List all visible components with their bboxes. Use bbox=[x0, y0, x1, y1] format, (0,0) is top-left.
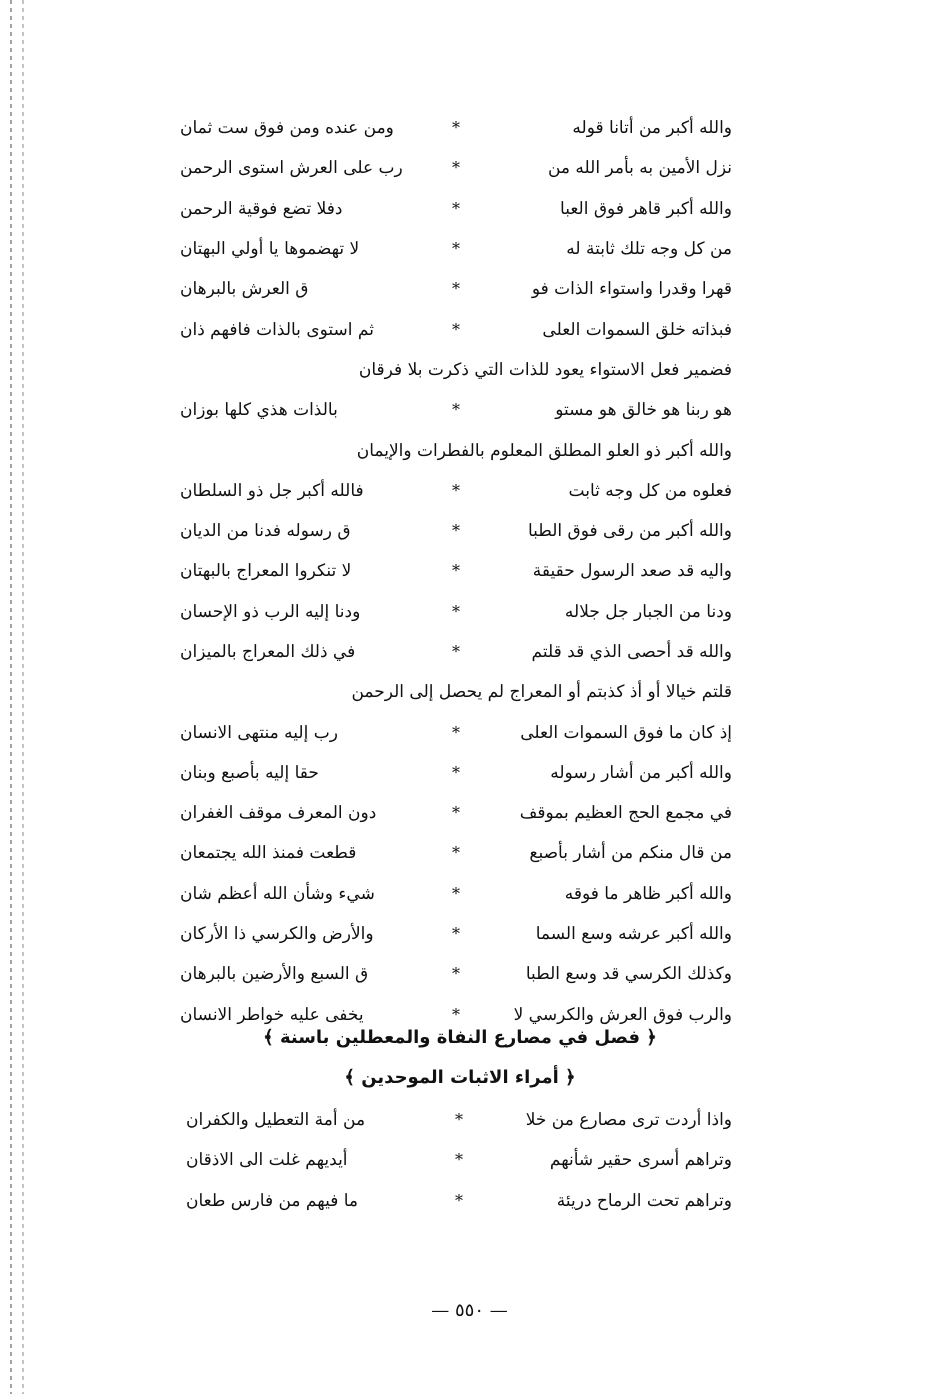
page-number: — ٥٥٠ — bbox=[431, 1300, 508, 1321]
verse-first-hemistich: واذا أردت ترى مصارع من خلا bbox=[525, 1110, 732, 1131]
verse-second-hemistich: ثم استوى بالذات فافهم ذان bbox=[180, 319, 374, 340]
verse-first-hemistich: فضمير فعل الاستواء يعود للذات التي ذكرت بلا فرقان bbox=[358, 359, 732, 380]
verse-line bbox=[180, 269, 732, 309]
verse-second-hemistich: ما فيهم من فارس طعان bbox=[186, 1190, 359, 1211]
verse-separator: * bbox=[452, 722, 460, 742]
verse-line bbox=[180, 309, 732, 349]
verse-second-hemistich: قطعت فمنذ الله يجتمعان bbox=[180, 843, 357, 864]
verse-second-hemistich: دفلا تضع فوقية الرحمن bbox=[180, 198, 343, 219]
verse-first-hemistich: والله أكبر من رقى فوق الطبا bbox=[527, 521, 732, 542]
verse-line bbox=[180, 914, 732, 954]
verse-first-hemistich: والله أكبر عرشه وسع السما bbox=[535, 924, 732, 945]
verse-separator: * bbox=[452, 883, 460, 903]
verse-second-hemistich: في ذلك المعراج بالميزان bbox=[180, 642, 356, 662]
verse-line bbox=[186, 1181, 732, 1221]
verse-line bbox=[180, 108, 732, 148]
verse-separator: * bbox=[452, 158, 460, 178]
verse-separator: * bbox=[452, 1004, 460, 1024]
verse-first-hemistich: فبذاته خلق السموات العلى bbox=[542, 319, 732, 340]
verse-first-hemistich: قهرا وقدرا واستواء الذات فو bbox=[531, 279, 732, 300]
verse-first-hemistich: نزل الأمين به بأمر الله من bbox=[547, 158, 732, 179]
verse-first-hemistich: والله أكبر ظاهر ما فوقه bbox=[564, 883, 732, 904]
section-subheading: ﴿ أمراء الاثبات الموحدين ﴾ bbox=[344, 1067, 576, 1088]
margin-dotted-line bbox=[22, 0, 24, 1394]
verse-line bbox=[180, 471, 732, 511]
verse-first-hemistich: هو ربنا هو خالق هو مستو bbox=[555, 400, 732, 421]
verse-separator: * bbox=[452, 279, 460, 299]
verse-second-hemistich: بالذات هذي كلها بوزان bbox=[180, 400, 338, 421]
verse-separator: * bbox=[452, 843, 460, 863]
verse-first-hemistich: من كل وجه تلك ثابتة له bbox=[566, 239, 732, 260]
verse-first-hemistich: والله أكبر من أشار رسوله bbox=[550, 762, 732, 783]
verse-separator: * bbox=[452, 521, 460, 541]
verse-second-hemistich: أيديهم غلت الى الاذقان bbox=[186, 1150, 348, 1171]
verse-separator: * bbox=[452, 118, 460, 138]
verse-line bbox=[180, 390, 732, 430]
verse-second-hemistich: فالله أكبر جل ذو السلطان bbox=[180, 480, 364, 501]
verse-separator: * bbox=[455, 1110, 463, 1130]
verse-line bbox=[180, 148, 732, 188]
verse-second-hemistich: دون المعرف موقف الغفران bbox=[180, 803, 377, 824]
verse-first-hemistich: وتراهم تحت الرماح دريئة bbox=[556, 1190, 732, 1211]
verse-separator: * bbox=[452, 561, 460, 581]
verse-first-hemistich: قلتم خيالا أو أذ كذبتم أو المعراج لم يحصل إلى الرحمن bbox=[351, 682, 732, 703]
verse-separator: * bbox=[452, 964, 460, 984]
margin-dotted-line bbox=[10, 0, 12, 1394]
verse-second-hemistich: ق السبع والأرضين بالبرهان bbox=[180, 964, 369, 985]
verse-line bbox=[180, 229, 732, 269]
verse-second-hemistich: والأرض والكرسي ذا الأركان bbox=[180, 924, 374, 945]
verse-first-hemistich: والله أكبر ذو العلو المطلق المعلوم بالفطرات والإيمان bbox=[356, 440, 732, 461]
verse-first-hemistich: والله أكبر من أتانا قوله bbox=[572, 118, 732, 139]
verse-separator: * bbox=[452, 642, 460, 661]
verse-second-hemistich: ودنا إليه الرب ذو الإحسان bbox=[180, 601, 361, 622]
verse-line bbox=[180, 874, 732, 914]
verse-first-hemistich: والله أكبر قاهر فوق العبا bbox=[560, 198, 732, 219]
verse-separator: * bbox=[452, 924, 460, 944]
verse-line bbox=[180, 592, 732, 632]
verse-second-hemistich: يخفى عليه خواطر الانسان bbox=[180, 1004, 364, 1025]
verse-first-hemistich: في مجمع الحج العظيم بموقف bbox=[519, 803, 732, 824]
verse-second-hemistich: لا تهضموها يا أولي البهتان bbox=[180, 239, 360, 260]
verse-line bbox=[180, 833, 732, 873]
verse-separator: * bbox=[452, 601, 460, 621]
verse-separator: * bbox=[452, 762, 460, 782]
verse-first-hemistich: فعلوه من كل وجه ثابت bbox=[568, 480, 732, 501]
verse-second-hemistich: ومن عنده ومن فوق ست ثمان bbox=[180, 118, 394, 139]
verse-line bbox=[180, 712, 732, 752]
verse-second-hemistich: من أمة التعطيل والكفران bbox=[186, 1110, 366, 1131]
verse-first-hemistich: والله قد أحصى الذي قد قلتم bbox=[531, 642, 732, 662]
verse-first-hemistich: وكذلك الكرسي قد وسع الطبا bbox=[525, 964, 732, 985]
verse-line bbox=[180, 511, 732, 551]
verse-first-hemistich: من قال منكم من أشار بأصبع bbox=[529, 843, 732, 864]
verse-line bbox=[180, 632, 732, 672]
verse-first-hemistich: واليه قد صعد الرسول حقيقة bbox=[532, 561, 732, 582]
verse-first-hemistich: وتراهم أسرى حقير شأنهم bbox=[549, 1150, 732, 1171]
verse-separator: * bbox=[452, 198, 460, 218]
verse-separator: * bbox=[452, 480, 460, 500]
verse-separator: * bbox=[452, 319, 460, 339]
section-heading: ﴿ فصل في مصارع النفاة والمعطلين باسنة ﴾ bbox=[263, 1027, 657, 1048]
verse-first-hemistich: إذ كان ما فوق السموات العلى bbox=[520, 722, 732, 743]
verse-line bbox=[180, 793, 732, 833]
verse-line bbox=[180, 189, 732, 229]
verse-separator: * bbox=[455, 1150, 463, 1170]
verse-separator: * bbox=[455, 1190, 463, 1210]
verse-line bbox=[180, 350, 732, 390]
verse-separator: * bbox=[452, 239, 460, 259]
verse-second-hemistich: شيء وشأن الله أعظم شان bbox=[180, 883, 375, 904]
verse-second-hemistich: ق رسوله فدنا من الديان bbox=[180, 521, 351, 542]
verse-first-hemistich: والرب فوق العرش والكرسي لا bbox=[513, 1004, 732, 1025]
verse-line bbox=[180, 430, 732, 470]
verse-first-hemistich: ودنا من الجبار جل جلاله bbox=[564, 601, 732, 622]
verse-line bbox=[186, 1100, 732, 1140]
verse-second-hemistich: رب على العرش استوى الرحمن bbox=[180, 158, 403, 179]
poem-verses-continued bbox=[186, 1100, 732, 1221]
verse-second-hemistich: رب إليه منتهى الانسان bbox=[180, 722, 338, 743]
verse-line bbox=[180, 954, 732, 994]
verse-second-hemistich: ق العرش بالبرهان bbox=[180, 279, 309, 300]
verse-line bbox=[180, 753, 732, 793]
section-headings bbox=[200, 1018, 720, 1098]
verse-second-hemistich: لا تنكروا المعراج بالبهتان bbox=[180, 561, 352, 582]
verse-separator: * bbox=[452, 803, 460, 823]
verse-line bbox=[186, 1140, 732, 1180]
verse-line bbox=[180, 672, 732, 712]
poem-verses bbox=[180, 108, 732, 1035]
verse-line bbox=[180, 551, 732, 591]
verse-separator: * bbox=[452, 400, 460, 420]
verse-second-hemistich: حقا إليه بأصبع وبنان bbox=[180, 762, 319, 783]
